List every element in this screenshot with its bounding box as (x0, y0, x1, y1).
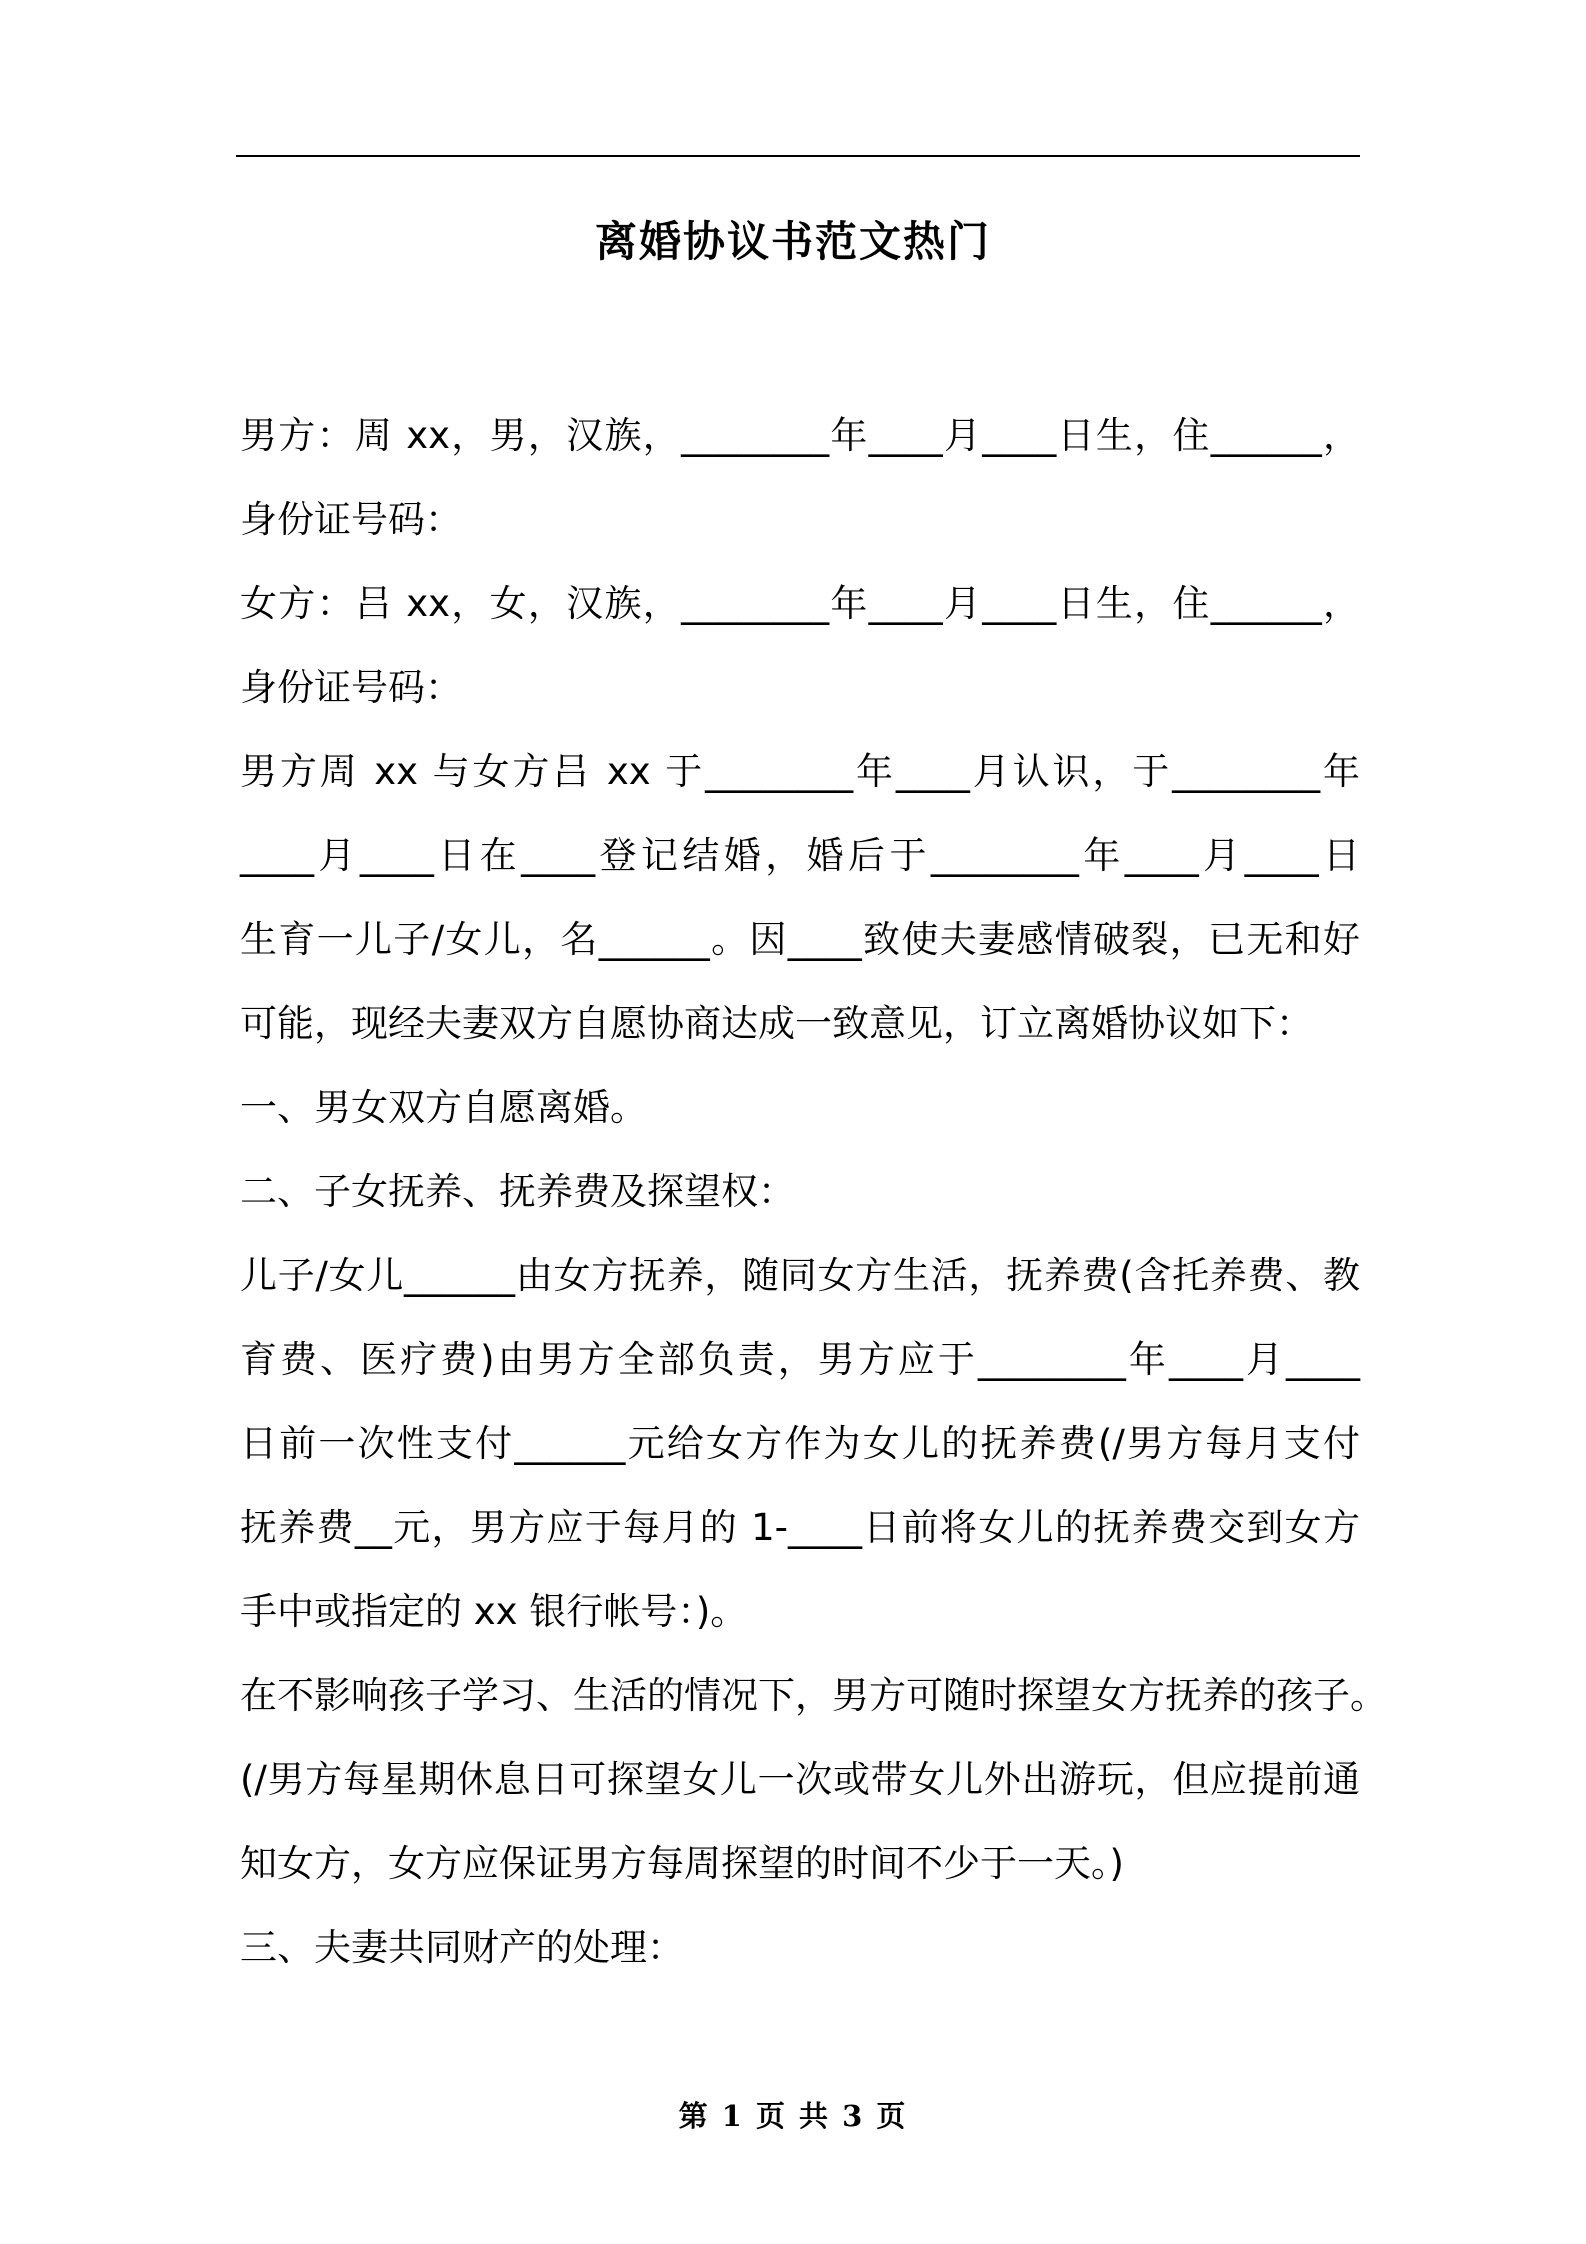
text-line: 二、子女抚养、抚养费及探望权： (240, 1170, 795, 1213)
text-line: 育费、医疗费)由男方全部负责，男方应于________年____月____ (240, 1338, 1360, 1381)
text-line: (/男方每星期休息日可探望女儿一次或带女儿外出游玩，但应提前通 (240, 1758, 1360, 1801)
text-line: 身份证号码： (240, 666, 462, 709)
text-line: 生育一儿子/女儿，名______。因____致使夫妻感情破裂，已无和好 (240, 918, 1360, 961)
paragraph-visitation (240, 1654, 1387, 1906)
header-rule (236, 155, 1360, 157)
text-line: 可能，现经夫妻双方自愿协商达成一致意见，订立离婚协议如下： (240, 1002, 1313, 1045)
text-line: 女方：吕 xx，女，汉族，________年____月____日生，住______， (240, 582, 1360, 625)
text-line: 知女方，女方应保证男方每周探望的时间不少于一天。) (240, 1842, 1124, 1885)
paragraph-background (240, 730, 1360, 1066)
text-line: 在不影响孩子学习、生活的情况下，男方可随时探望女方抚养的孩子。 (240, 1674, 1387, 1717)
paragraph-female-party (240, 562, 1360, 730)
text-line: 男方：周 xx，男，汉族，________年____月____日生，住______， (240, 414, 1360, 457)
text-line: 抚养费__元，男方应于每月的 1-____日前将女儿的抚养费交到女方 (240, 1506, 1360, 1549)
paragraph-male-party (240, 394, 1360, 562)
text-line: 一、男女双方自愿离婚。 (240, 1086, 647, 1129)
clause-two-heading (240, 1150, 1360, 1234)
paragraph-child-support (240, 1234, 1360, 1654)
text-line: 儿子/女儿______由女方抚养，随同女方生活，抚养费(含托养费、教 (240, 1254, 1360, 1297)
text-line: 日前一次性支付______元给女方作为女儿的抚养费(/男方每月支付 (240, 1422, 1360, 1465)
clause-one-heading (240, 1066, 1360, 1150)
page-number: 第 1 页 共 3 页 (678, 2099, 908, 2133)
text-line: 男方周 xx 与女方吕 xx 于________年____月认识，于________年 (240, 750, 1360, 793)
text-line: 三、夫妻共同财产的处理： (240, 1926, 684, 1969)
text-line: ____月____日在____登记结婚，婚后于________年____月____日 (240, 834, 1360, 877)
document-title: 离婚协议书范文热门 (594, 217, 991, 266)
text-line: 身份证号码： (240, 498, 462, 541)
clause-three-heading (240, 1906, 1360, 1990)
text-line: 手中或指定的 xx 银行帐号：)。 (240, 1590, 748, 1633)
